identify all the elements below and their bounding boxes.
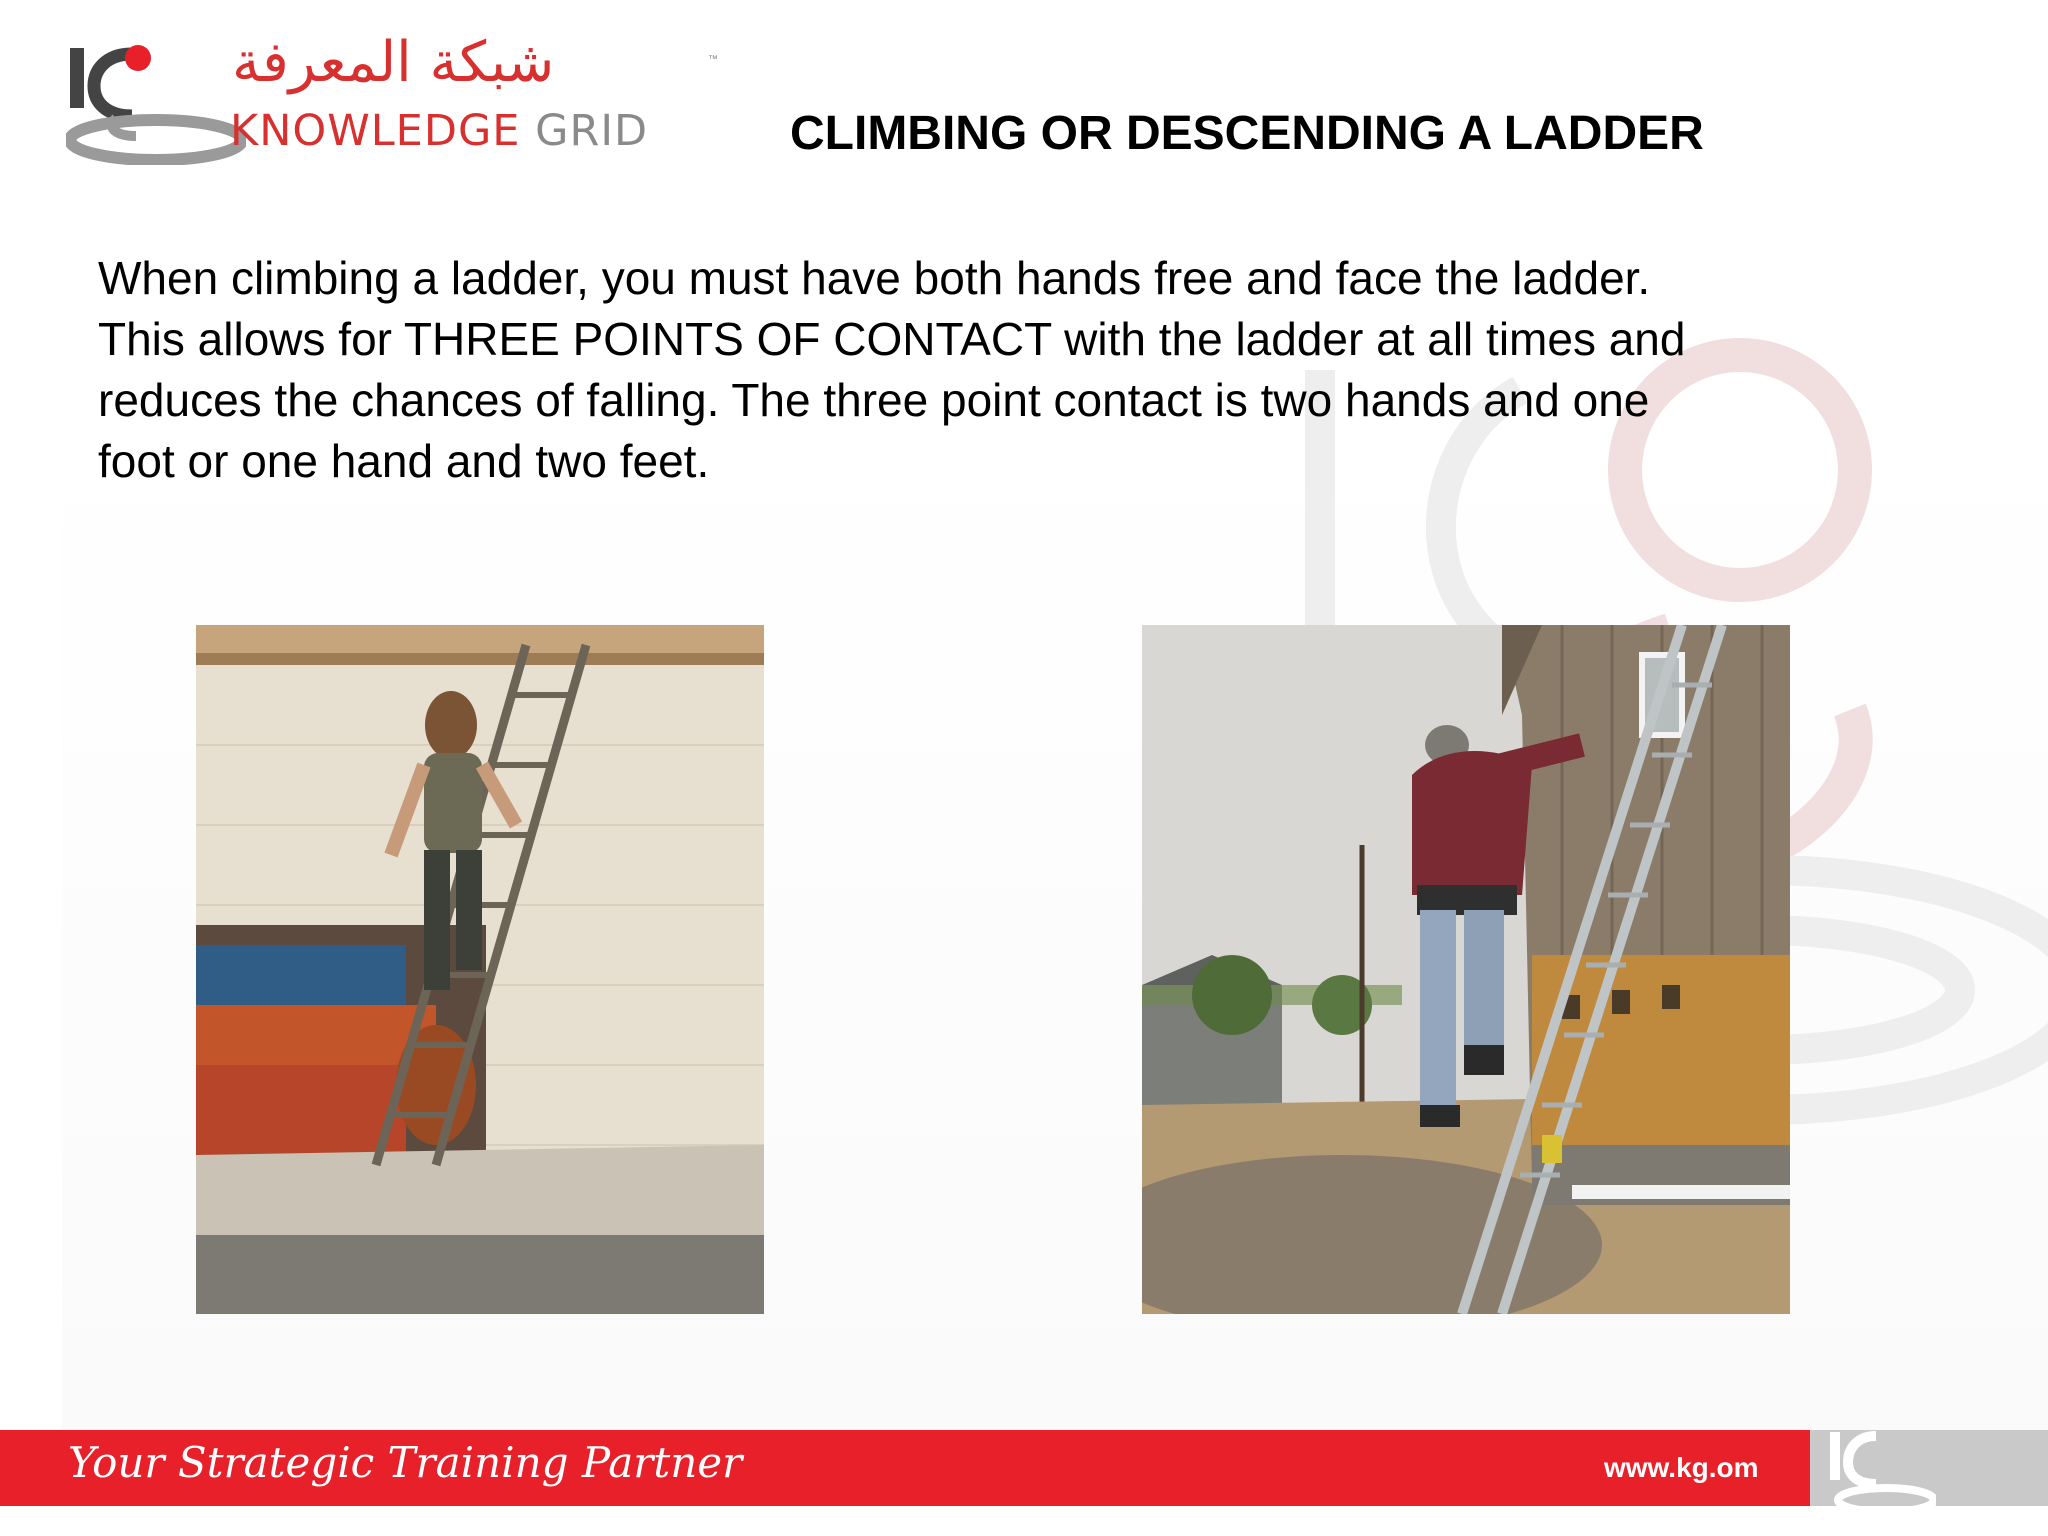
photo-worker-climbing-ladder xyxy=(1142,625,1790,1314)
footer-tagline: Your Strategic Training Partner xyxy=(68,1438,743,1487)
knowledge-grid-logo-icon xyxy=(66,40,246,165)
photo-man-descending-ladder xyxy=(196,625,764,1314)
footer-knowledge-grid-logo-icon xyxy=(1826,1426,1936,1516)
trademark-symbol: ™ xyxy=(708,54,718,65)
slide-title: CLIMBING OR DESCENDING A LADDER xyxy=(790,107,1704,160)
footer-website-link[interactable]: www.kg.om xyxy=(1604,1452,1759,1483)
brand-name-knowledge: KNOWLEDGE xyxy=(230,106,521,156)
brand-name-grid: GRID xyxy=(535,106,649,156)
brand-arabic-name: شبكة المعرفة xyxy=(232,30,555,95)
bottom-strip xyxy=(0,1506,2048,1536)
body-paragraph: When climbing a ladder, you must have both hands free and face the ladder. This allows for THREE POINTS OF CONTACT with the ladder at all times and reduces the chances of falling. The three point contact is two hands and one foot or one hand and two feet. xyxy=(98,252,1686,487)
brand-name xyxy=(230,106,648,156)
